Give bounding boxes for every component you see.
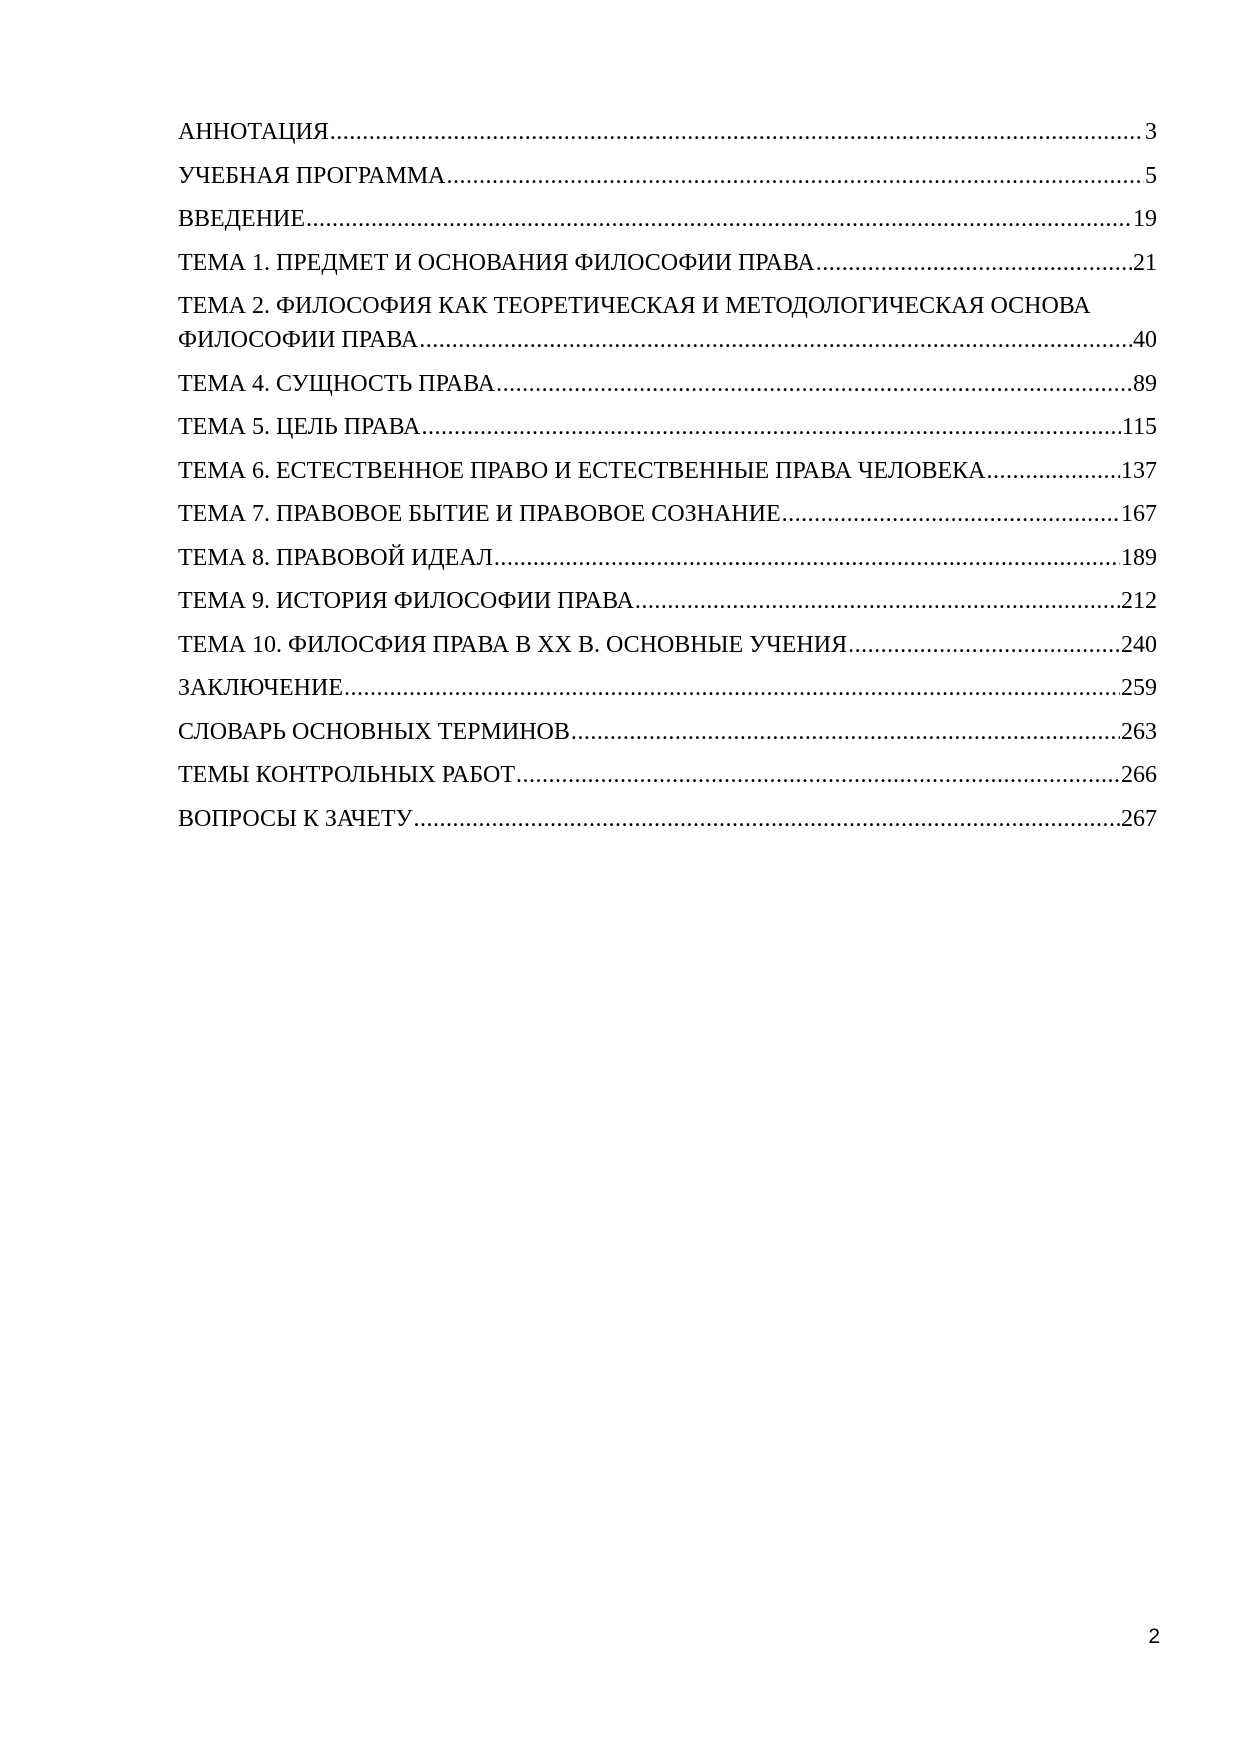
toc-entry-page: 21 bbox=[1133, 249, 1157, 276]
toc-line bbox=[178, 628, 1157, 672]
toc-entry-test-topics[interactable] bbox=[178, 758, 1157, 802]
toc-entry-page: 212 bbox=[1121, 588, 1157, 614]
toc-leader-dots bbox=[422, 410, 1121, 444]
toc-entry-title: ТЕМА 10. ФИЛОСФИЯ ПРАВА В XX В. ОСНОВНЫЕ УЧЕНИЯ bbox=[178, 631, 848, 658]
toc-entry-title: ЗАКЛЮЧЕНИЕ bbox=[178, 675, 343, 701]
toc-entry-title: АННОТАЦИЯ bbox=[178, 119, 329, 145]
toc-line bbox=[178, 497, 1157, 541]
toc-leader-dots bbox=[987, 454, 1121, 488]
toc-entry-title: СЛОВАРЬ ОСНОВНЫХ ТЕРМИНОВ bbox=[178, 718, 570, 745]
toc-entry-topic-10[interactable] bbox=[178, 628, 1157, 672]
toc-entry-topic-8[interactable] bbox=[178, 541, 1157, 585]
toc-entry-introduction[interactable] bbox=[178, 202, 1157, 246]
toc-line bbox=[178, 323, 1157, 357]
toc-entry-title: ВОПРОСЫ К ЗАЧЕТУ bbox=[178, 805, 413, 832]
toc-entry-topic-1[interactable] bbox=[178, 246, 1157, 290]
toc-entry-glossary[interactable] bbox=[178, 715, 1157, 759]
toc-entry-page: 19 bbox=[1133, 206, 1157, 232]
toc-line bbox=[178, 584, 1157, 628]
toc-entry-page: 259 bbox=[1121, 675, 1157, 701]
toc-entry-topic-4[interactable] bbox=[178, 367, 1157, 411]
toc-entry-page: 240 bbox=[1121, 631, 1157, 658]
toc-entry-title: ТЕМА 1. ПРЕДМЕТ И ОСНОВАНИЯ ФИЛОСОФИИ ПРАВА bbox=[178, 249, 815, 276]
toc-entry-page: 267 bbox=[1121, 805, 1157, 832]
toc-entry-page: 266 bbox=[1121, 762, 1157, 788]
toc-entry-title: ТЕМА 9. ИСТОРИЯ ФИЛОСОФИИ ПРАВА bbox=[178, 588, 634, 614]
toc-line bbox=[178, 758, 1157, 802]
toc-entry-title: ТЕМА 4. СУЩНОСТЬ ПРАВА bbox=[178, 370, 496, 397]
toc-entry-title: ТЕМА 7. ПРАВОВОЕ БЫТИЕ И ПРАВОВОЕ СОЗНАНИЕ bbox=[178, 501, 781, 527]
toc-leader-dots bbox=[344, 671, 1120, 705]
toc-line bbox=[178, 159, 1157, 203]
toc-line bbox=[178, 671, 1157, 715]
toc-entry-topic-6[interactable] bbox=[178, 454, 1157, 498]
toc-entry-curriculum[interactable] bbox=[178, 159, 1157, 203]
toc-leader-dots bbox=[516, 758, 1120, 792]
toc-entry-page: 263 bbox=[1121, 718, 1157, 745]
toc-leader-dots bbox=[414, 802, 1120, 836]
toc-leader-dots bbox=[419, 323, 1132, 357]
toc-leader-dots bbox=[330, 115, 1144, 149]
toc-line bbox=[178, 367, 1157, 411]
toc-entry-topic-5[interactable] bbox=[178, 410, 1157, 454]
toc-leader-dots bbox=[571, 715, 1120, 749]
toc-entry-title: ТЕМА 8. ПРАВОВОЙ ИДЕАЛ bbox=[178, 544, 493, 571]
toc-leader-dots bbox=[848, 628, 1120, 662]
toc-entry-conclusion[interactable] bbox=[178, 671, 1157, 715]
toc-entry-page: 189 bbox=[1121, 544, 1157, 571]
toc-line bbox=[178, 115, 1157, 159]
toc-entry-page: 40 bbox=[1133, 327, 1157, 353]
toc-leader-dots bbox=[447, 159, 1144, 193]
table-of-contents bbox=[178, 115, 1157, 845]
toc-entry-title-line1: ТЕМА 2. ФИЛОСОФИЯ КАК ТЕОРЕТИЧЕСКАЯ И МЕТОДОЛОГИЧЕСКАЯ ОСНОВА bbox=[178, 293, 1091, 319]
toc-entry-title: ТЕМА 6. ЕСТЕСТВЕННОЕ ПРАВО И ЕСТЕСТВЕННЫЕ ПРАВА ЧЕЛОВЕКА bbox=[178, 457, 986, 484]
toc-line bbox=[178, 246, 1157, 290]
toc-leader-dots bbox=[782, 497, 1120, 531]
toc-entry-topic-2[interactable] bbox=[178, 289, 1157, 357]
toc-line bbox=[178, 715, 1157, 759]
toc-entry-page: 5 bbox=[1145, 162, 1157, 189]
toc-entry-title: ФИЛОСОФИИ ПРАВА bbox=[178, 327, 419, 353]
toc-entry-page: 89 bbox=[1133, 370, 1157, 397]
toc-entry-title: ТЕМА 5. ЦЕЛЬ ПРАВА bbox=[178, 414, 421, 440]
toc-leader-dots bbox=[816, 246, 1132, 280]
toc-entry-page: 3 bbox=[1145, 119, 1157, 145]
toc-leader-dots bbox=[496, 367, 1132, 401]
toc-leader-dots bbox=[494, 541, 1120, 575]
toc-line bbox=[178, 454, 1157, 498]
toc-line bbox=[178, 541, 1157, 585]
toc-leader-dots bbox=[635, 584, 1120, 618]
toc-entry-page: 167 bbox=[1121, 501, 1157, 527]
page-number: 2 bbox=[1148, 1625, 1160, 1648]
toc-entry-topic-9[interactable] bbox=[178, 584, 1157, 628]
toc-line bbox=[178, 202, 1157, 246]
toc-entry-annotation[interactable] bbox=[178, 115, 1157, 159]
toc-entry-page: 137 bbox=[1121, 457, 1157, 484]
toc-line bbox=[178, 802, 1157, 846]
toc-entry-title: ВВЕДЕНИЕ bbox=[178, 206, 306, 232]
toc-entry-topic-7[interactable] bbox=[178, 497, 1157, 541]
toc-leader-dots bbox=[306, 202, 1132, 236]
toc-entry-page: 115 bbox=[1121, 414, 1157, 440]
toc-entry-title: ТЕМЫ КОНТРОЛЬНЫХ РАБОТ bbox=[178, 762, 515, 788]
toc-entry-title: УЧЕБНАЯ ПРОГРАММА bbox=[178, 162, 446, 189]
toc-entry-exam-questions[interactable] bbox=[178, 802, 1157, 846]
toc-line bbox=[178, 410, 1157, 454]
